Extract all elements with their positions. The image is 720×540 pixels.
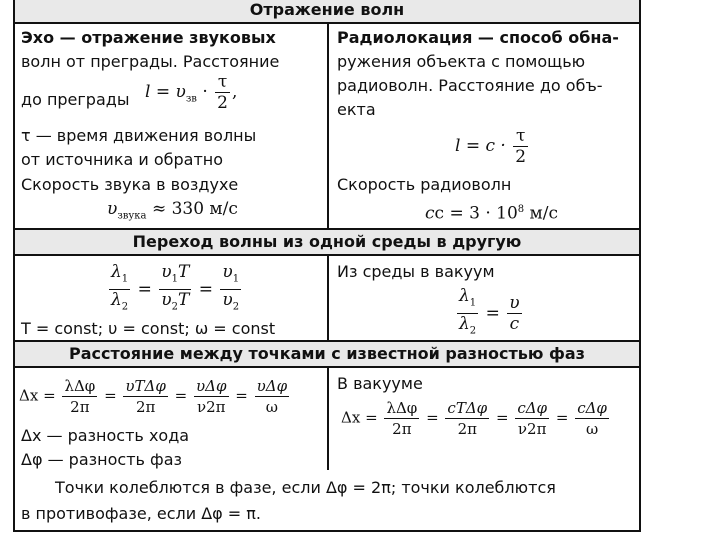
echo-line-2: волн от преграды. Расстояние [21,52,280,71]
section-header-phase [15,340,639,368]
phase-note-line-2: в противофазе, если Δφ = π. [21,504,262,523]
vacuum-path-formula: Δx = $\frac{\text{λΔφ}}{2\pi}$ = $\frac{\text{cTΔφ}}{2\pi}$ = $\frac{\text{cΔφ}}{\nu 2\pi}$ = $\frac{\text{cΔφ}}{\omega}$ [341,399,607,438]
echo-line-1: Эхо — отражение звуковых [21,28,276,47]
radar-distance-formula: l = c · $\frac{\tau}{2}$ [455,126,527,167]
phase-note-line-1: Точки колеблются в фазе, если Δφ = 2π; точки колеблются [55,478,556,497]
column-divider [327,22,329,228]
sound-speed-formula: $\upsilon_{звука} \approx 330$ м/с [107,199,238,222]
echo-distance-formula: $l = \upsilon_{зв}$ · $\frac{\tau}{2}$ , [145,72,238,113]
vacuum-ratio-formula: $\frac{\lambda_1}{\lambda_2}$ = $\frac{\upsilon}{c}$ [459,286,520,337]
section-header-transition [15,228,639,256]
radio-speed-formula: cc = $3 \cdot 10^8$ м/с [425,203,559,224]
constants-line: T = const; υ = const; ω = const [21,319,276,338]
radio-speed-label: Скорость радиоволн [337,175,512,194]
sound-speed-label: Скорость звука в воздухе [21,175,239,194]
wavelength-ratio-formula: $\frac{\lambda_1}{\lambda_2}$ = $\frac{\upsilon_1T}{\upsilon_2T}$ = $\frac{\upsilon_1}{\upsilon_2}$ [111,262,240,313]
column-divider [327,366,329,470]
to-vacuum-label: Из среды в вакуум [337,262,495,281]
section-title: Переход волны из одной среды в другую [132,232,522,251]
path-difference-def: Δx — разность хода [21,426,190,445]
path-difference-formula: Δx = $\frac{\text{λΔφ}}{2\pi}$ = $\frac{\text{υTΔφ}}{2\pi}$ = $\frac{\text{υΔφ}}{\nu 2\pi}$ = $\frac{\text{υΔφ}}{\omega}$ [19,377,288,416]
tau-line: τ — время движения волны [21,126,257,145]
column-divider [327,254,329,340]
section-title: Расстояние между точками с известной разностью фаз [69,344,585,363]
radar-line-2: ружения объекта с помощью [337,52,586,71]
section-header-reflection [15,0,639,24]
echo-line-3: до преграды [21,90,130,109]
radar-line-3: радиоволн. Расстояние до объ- [337,76,603,95]
reference-sheet [13,0,641,532]
radar-line-4: екта [337,100,376,119]
phase-difference-def: Δφ — разность фаз [21,450,183,469]
in-vacuum-label: В вакууме [337,374,423,393]
section-title: Отражение волн [249,0,405,19]
radar-line-1: Радиолокация — способ обна- [337,28,619,47]
tau-line-2: от источника и обратно [21,150,224,169]
